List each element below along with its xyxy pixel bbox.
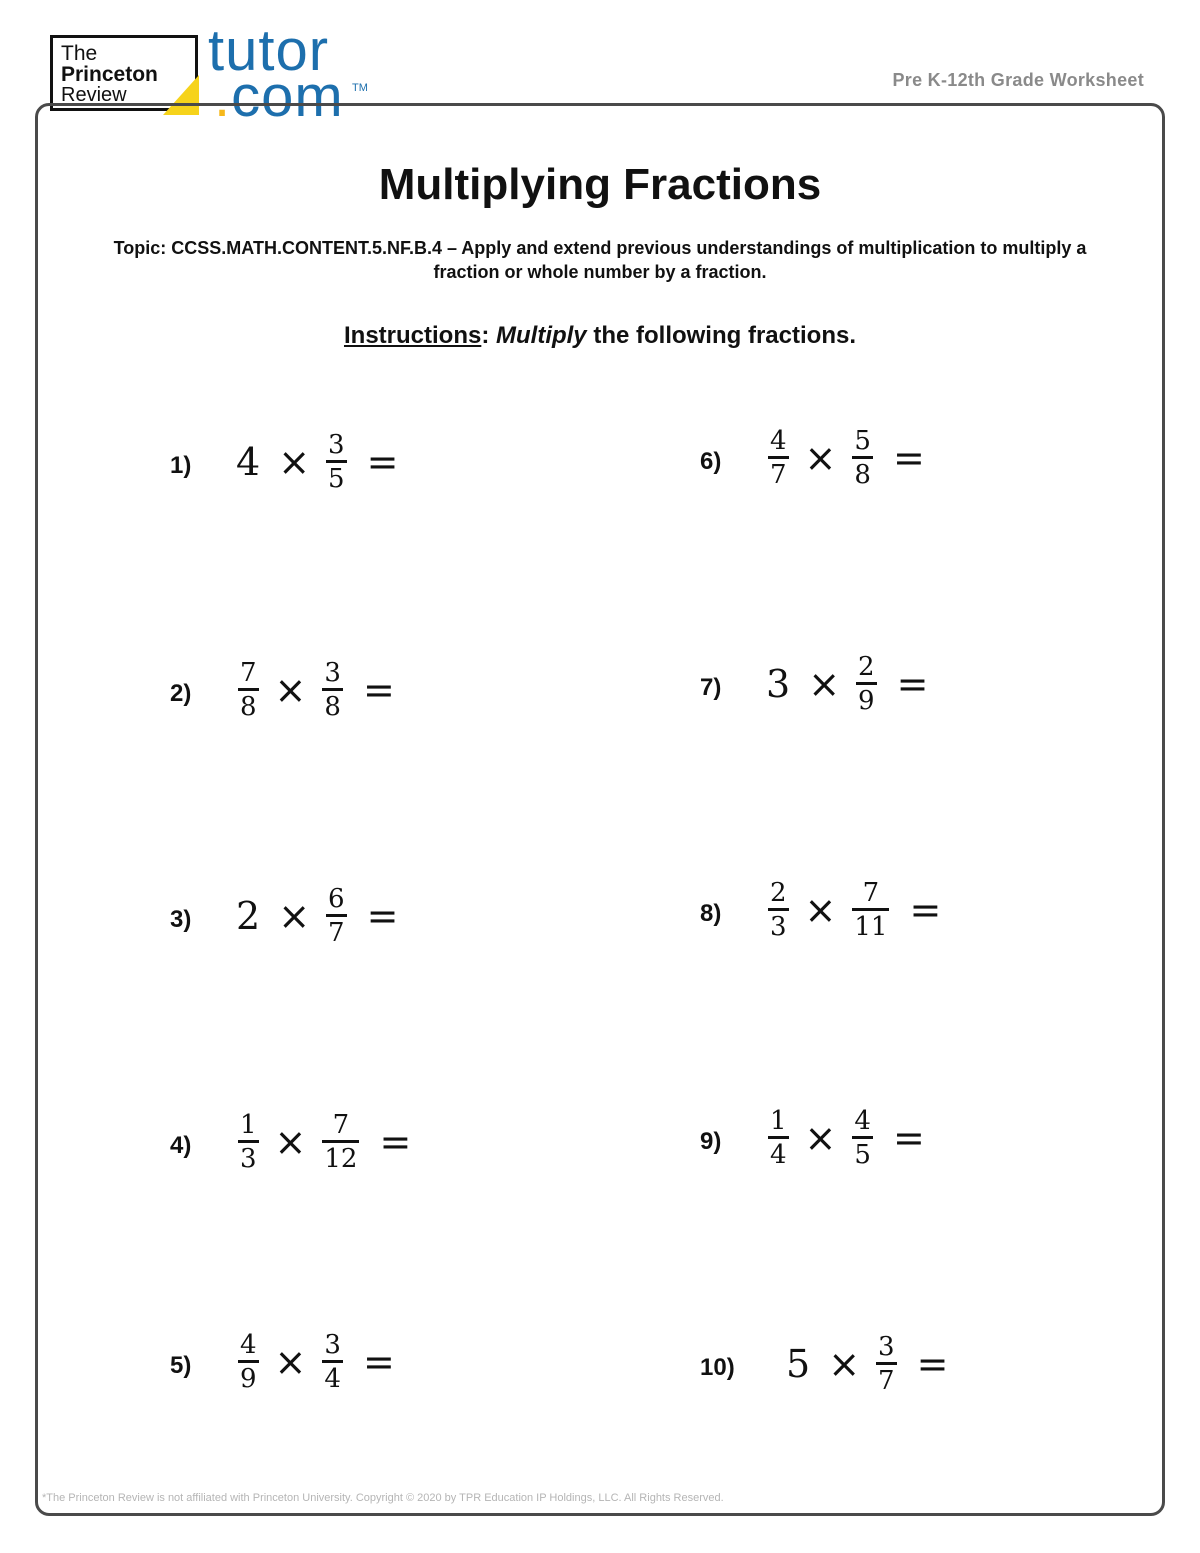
equals-sign: = bbox=[892, 436, 925, 480]
topic-text: Topic: CCSS.MATH.CONTENT.5.NF.B.4 – Apply and extend previous understandings of multiplication to multiply a fraction or whole number by a fraction. bbox=[113, 238, 1087, 282]
problem-number: 5) bbox=[170, 1352, 192, 1379]
numerator: 4 bbox=[240, 1329, 257, 1360]
problem-number: 3) bbox=[170, 906, 192, 933]
numerator: 1 bbox=[240, 1109, 257, 1140]
fraction bbox=[322, 658, 343, 723]
fraction bbox=[322, 1330, 343, 1395]
numerator: 2 bbox=[770, 877, 787, 908]
problem-expression bbox=[230, 1330, 395, 1395]
logo-the-text: The bbox=[61, 42, 98, 65]
problem-4 bbox=[170, 1102, 411, 1182]
whole-number: 3 bbox=[766, 662, 791, 706]
com-logo-word: com bbox=[231, 64, 344, 129]
problem-7 bbox=[700, 644, 928, 724]
numerator: 7 bbox=[862, 877, 880, 908]
equals-sign: = bbox=[909, 888, 942, 932]
fraction bbox=[768, 878, 789, 943]
fraction bbox=[238, 1110, 259, 1175]
denominator: 7 bbox=[878, 1365, 895, 1396]
trademark-mark: TM bbox=[352, 82, 368, 94]
instructions-colon: : bbox=[481, 322, 496, 349]
problem-expression bbox=[760, 426, 925, 491]
denominator: 12 bbox=[324, 1143, 358, 1174]
problem-expression bbox=[230, 658, 395, 723]
numerator: 3 bbox=[328, 429, 345, 460]
denominator: 8 bbox=[324, 691, 341, 722]
numerator: 5 bbox=[854, 425, 871, 456]
numerator: 6 bbox=[328, 883, 345, 914]
problem-number: 8) bbox=[700, 900, 722, 927]
whole-number: 5 bbox=[786, 1342, 811, 1386]
fraction bbox=[326, 430, 347, 495]
fraction bbox=[768, 426, 789, 491]
problem-10 bbox=[700, 1324, 948, 1404]
instructions-label: Instructions bbox=[343, 322, 482, 349]
logo-review-text: Review bbox=[61, 84, 127, 106]
fraction bbox=[768, 1106, 789, 1171]
denominator: 3 bbox=[240, 1143, 257, 1174]
numerator: 3 bbox=[324, 657, 341, 688]
denominator: 8 bbox=[240, 691, 257, 722]
problem-number: 1) bbox=[170, 452, 192, 479]
copyright-footer: *The Princeton Review is not affiliated with Princeton University. Copyright © 2020 by TPR Education IP Holdings, LLC. All Rights Reserved. bbox=[42, 1492, 724, 1504]
logo-princeton-text: Princeton bbox=[61, 63, 158, 86]
problem-5 bbox=[170, 1322, 395, 1402]
problem-number: 7) bbox=[700, 674, 722, 701]
denominator: 11 bbox=[854, 911, 888, 942]
instructions bbox=[0, 322, 1200, 350]
denominator: 9 bbox=[240, 1363, 257, 1394]
denominator: 3 bbox=[770, 911, 787, 942]
problem-expression bbox=[780, 1332, 948, 1397]
numerator: 4 bbox=[770, 425, 787, 456]
equals-sign: = bbox=[916, 1342, 949, 1386]
denominator: 5 bbox=[854, 1139, 871, 1170]
fraction bbox=[856, 652, 877, 717]
times-sign: × bbox=[804, 888, 837, 932]
fraction bbox=[852, 426, 873, 491]
fraction bbox=[852, 1106, 873, 1171]
denominator: 5 bbox=[328, 463, 345, 494]
problem-number: 2) bbox=[170, 680, 192, 707]
problem-number: 9) bbox=[700, 1128, 722, 1155]
equals-sign: = bbox=[362, 668, 395, 712]
problem-expression bbox=[230, 884, 398, 949]
tutor-logo-text: tutor bbox=[208, 18, 330, 83]
whole-number: 2 bbox=[236, 894, 261, 938]
whole-number: 4 bbox=[236, 440, 261, 484]
times-sign: × bbox=[274, 668, 307, 712]
fraction bbox=[322, 1110, 359, 1175]
times-sign: × bbox=[804, 436, 837, 480]
instructions-verb: Multiply bbox=[496, 322, 587, 349]
problem-expression bbox=[760, 1106, 925, 1171]
equals-sign: = bbox=[896, 662, 929, 706]
equals-sign: = bbox=[379, 1120, 412, 1164]
fraction bbox=[238, 658, 259, 723]
numerator: 1 bbox=[770, 1105, 787, 1136]
numerator: 7 bbox=[240, 657, 257, 688]
problem-expression bbox=[230, 1110, 411, 1175]
times-sign: × bbox=[804, 1116, 837, 1160]
numerator: 4 bbox=[854, 1105, 871, 1136]
princeton-review-logo bbox=[50, 35, 198, 111]
worksheet-frame bbox=[35, 103, 1165, 1516]
problem-9 bbox=[700, 1098, 925, 1178]
times-sign: × bbox=[808, 662, 841, 706]
com-logo-dot: . bbox=[214, 64, 232, 129]
fraction bbox=[852, 878, 889, 943]
problem-expression bbox=[760, 878, 941, 943]
fraction bbox=[238, 1330, 259, 1395]
problem-number: 10) bbox=[700, 1354, 735, 1381]
numerator: 3 bbox=[324, 1329, 341, 1360]
problem-8 bbox=[700, 870, 941, 950]
equals-sign: = bbox=[366, 440, 399, 484]
equals-sign: = bbox=[366, 894, 399, 938]
problem-number: 6) bbox=[700, 448, 722, 475]
equals-sign: = bbox=[362, 1340, 395, 1384]
problem-number: 4) bbox=[170, 1132, 192, 1159]
denominator: 9 bbox=[858, 685, 875, 716]
numerator: 3 bbox=[878, 1331, 895, 1362]
problem-2 bbox=[170, 650, 395, 730]
times-sign: × bbox=[828, 1342, 861, 1386]
instructions-rest: the following fractions. bbox=[586, 322, 856, 349]
equals-sign: = bbox=[892, 1116, 925, 1160]
grade-label: Pre K-12th Grade Worksheet bbox=[892, 70, 1144, 90]
denominator: 4 bbox=[770, 1139, 787, 1170]
page-title: Multiplying Fractions bbox=[378, 160, 822, 209]
times-sign: × bbox=[278, 894, 311, 938]
denominator: 7 bbox=[328, 917, 345, 948]
denominator: 8 bbox=[854, 459, 871, 490]
denominator: 4 bbox=[324, 1363, 341, 1394]
problem-6 bbox=[700, 418, 925, 498]
problem-3 bbox=[170, 876, 398, 956]
times-sign: × bbox=[278, 440, 311, 484]
denominator: 7 bbox=[770, 459, 787, 490]
problem-1 bbox=[170, 422, 398, 502]
problem-expression bbox=[760, 652, 928, 717]
times-sign: × bbox=[274, 1120, 307, 1164]
numerator: 2 bbox=[858, 651, 875, 682]
fraction bbox=[876, 1332, 897, 1397]
times-sign: × bbox=[274, 1340, 307, 1384]
fraction bbox=[326, 884, 347, 949]
numerator: 7 bbox=[332, 1109, 350, 1140]
problem-expression bbox=[230, 430, 398, 495]
